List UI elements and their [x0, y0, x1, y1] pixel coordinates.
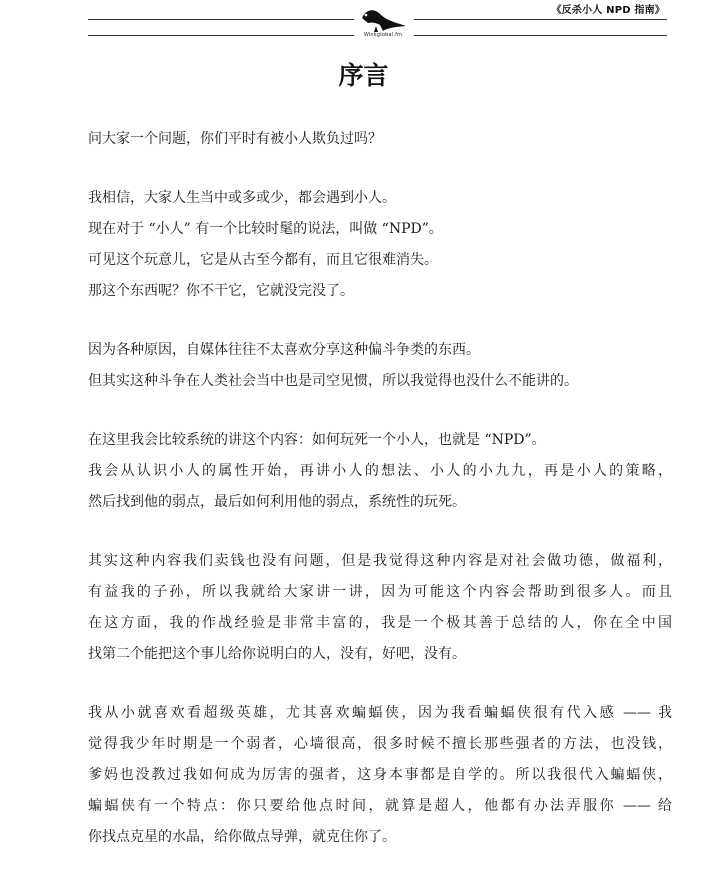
- text-line: 但其实这种斗争在人类社会当中也是司空见惯，所以我觉得也没什么不能讲的。: [88, 373, 578, 389]
- body-text: [88, 124, 672, 881]
- header-rule-right-bottom: [414, 35, 667, 36]
- text-line: 现在对于 “小人” 有一个比较时髦的说法，叫做 “NPD”。: [88, 221, 443, 237]
- text-line: 在这方面，我的作战经验是非常丰富的，我是一个极其善于总结的人，你在全中国: [88, 615, 672, 631]
- text-line: 我相信，大家人生当中或多或少，都会遇到小人。: [88, 190, 396, 206]
- logo-text: Winkglobal.fm: [363, 32, 403, 38]
- header-rule-left-bottom: [88, 35, 354, 36]
- page-title: 序言: [338, 61, 389, 90]
- text-line: 蝙蝠侠有一个特点：你只要给他点时间，就算是超人，他都有办法弄服你 —— 给: [88, 798, 672, 814]
- text-line: 问大家一个问题，你们平时有被小人欺负过吗？: [88, 131, 382, 147]
- text-line: 可见这个玩意儿，它是从古至今都有，而且它很难消失。: [88, 252, 438, 268]
- text-line: 你找点克星的水晶，给你做点导弹，就克住你了。: [88, 829, 396, 845]
- paragraph-1: [88, 124, 672, 155]
- text-line: 有益我的子孙，所以我就给大家讲一讲，因为可能这个内容会帮助到很多人。而且: [88, 584, 672, 600]
- paragraph-5: [88, 546, 672, 670]
- paragraph-4: [88, 425, 672, 518]
- text-line: 爹妈也没教过我如何成为厉害的强者，这身本事都是自学的。所以我很代入蝙蝠侠，: [88, 767, 672, 783]
- text-line: 然后找到他的弱点，最后如何利用他的弱点，系统性的玩死。: [88, 494, 466, 510]
- text-line: 其实这种内容我们卖钱也没有问题，但是我觉得这种内容是对社会做功德，做福利，: [88, 553, 672, 569]
- paragraph-6: [88, 698, 672, 853]
- text-line: 我会从认识小人的属性开始，再讲小人的想法、小人的小九九，再是小人的策略，: [88, 463, 672, 479]
- running-title: 《反杀小人 NPD 指南》: [551, 5, 665, 16]
- text-line: 因为各种原因，自媒体往往不太喜欢分享这种偏斗争类的东西。: [88, 342, 480, 358]
- text-line: 在这里我会比较系统的讲这个内容：如何玩死一个小人，也就是 “NPD”。: [88, 432, 546, 448]
- header-rule-right-top: [414, 19, 667, 20]
- paragraph-2: [88, 183, 672, 307]
- text-line: 我从小就喜欢看超级英雄，尤其喜欢蝙蝠侠，因为我看蝙蝠侠很有代入感 —— 我: [88, 705, 672, 721]
- text-line: 找第二个能把这个事儿给你说明白的人，没有，好吧，没有。: [88, 646, 466, 662]
- header-rule-left-top: [88, 19, 354, 20]
- text-line: 那这个东西呢？你不干它，它就没完没了。: [88, 283, 354, 299]
- paragraph-3: [88, 335, 672, 397]
- text-line: 觉得我少年时期是一个弱者，心墙很高，很多时候不擅长那些强者的方法，也没钱，: [88, 736, 672, 752]
